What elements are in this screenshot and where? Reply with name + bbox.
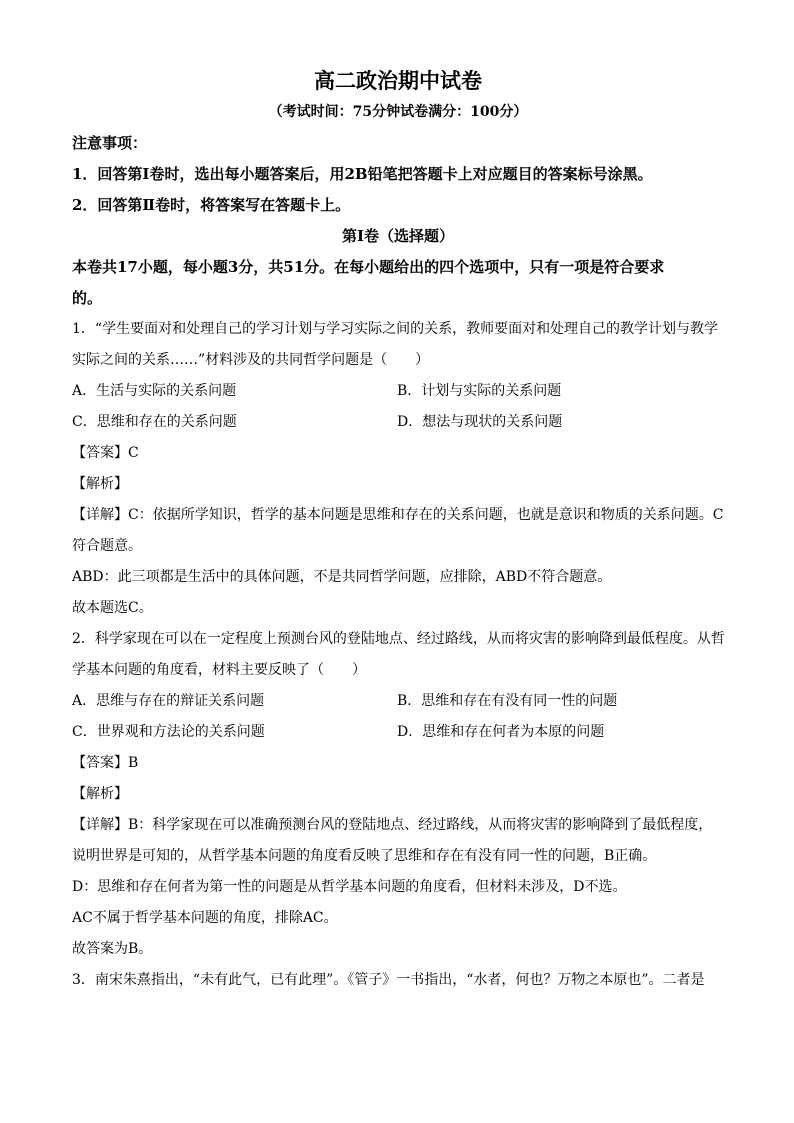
question-3	[72, 965, 724, 996]
option-a: A．思维与存在的辩证关系问题	[72, 693, 265, 709]
options-row	[72, 686, 724, 717]
analysis-label: 【解析】	[72, 786, 128, 802]
options-row	[72, 376, 724, 407]
option-b: B．计划与实际的关系问题	[397, 383, 562, 399]
question-stem-line: 1．“学生要面对和处理自己的学习计划与学习实际之间的关系，教师要面对和处理自己的教学计划与教学	[72, 321, 719, 337]
options-row	[72, 717, 724, 748]
option-c: C．世界观和方法论的关系问题	[72, 724, 265, 740]
exam-page	[72, 66, 724, 996]
question-stem-line: 3．南宋朱熹指出，“未有此气，已有此理”。《管子》一书指出，“水者，何也？万物之本原也”。二者是	[72, 972, 705, 988]
detail-line: AC不属于哲学基本问题的角度，排除AC。	[72, 910, 338, 926]
notes-item-2: 2．回答第Ⅱ卷时，将答案写在答题卡上。	[72, 196, 351, 214]
question-stem-line: 2．科学家现在可以在一定程度上预测台风的登陆地点、经过路线，从而将灾害的影响降到最低程度。从哲	[72, 631, 725, 647]
notes-item-1: 1．回答第Ⅰ卷时，选出每小题答案后，用2B铅笔把答题卡上对应题目的答案标号涂黑。	[72, 165, 653, 183]
option-c: C．思维和存在的关系问题	[72, 414, 237, 430]
exam-subtitle: （考试时间：75分钟试卷满分：100分）	[268, 104, 528, 120]
section-title: 第Ⅰ卷（选择题）	[341, 227, 455, 245]
answer-label: 【答案】B	[72, 755, 139, 771]
analysis-label: 【解析】	[72, 476, 128, 492]
section-intro-line1: 本卷共17小题，每小题3分，共51分。在每小题给出的四个选项中，只有一项是符合要求	[72, 258, 665, 276]
detail-line: D：思维和存在何者为第一性的问题是从哲学基本问题的角度看，但材料未涉及，D不选。	[72, 879, 627, 895]
detail-line: ABD：此三项都是生活中的具体问题，不是共同哲学问题，应排除，ABD不符合题意。	[72, 569, 612, 585]
section-intro-line2: 的。	[72, 289, 103, 307]
question-1	[72, 314, 724, 624]
question-stem-line: 实际之间的关系……”材料涉及的共同哲学问题是（ ）	[72, 352, 430, 368]
answer-label: 【答案】C	[72, 445, 139, 461]
exam-title: 高二政治期中试卷	[314, 68, 482, 93]
option-d: D．思维和存在何者为本原的问题	[397, 724, 605, 740]
detail-line: 符合题意。	[72, 538, 142, 554]
detail-line: 故答案为B。	[72, 941, 153, 957]
detail-line: 【详解】C：依据所学知识，哲学的基本问题是思维和存在的关系问题，也就是意识和物质的关系问题。C	[72, 507, 724, 523]
detail-line: 故本题选C。	[72, 600, 153, 616]
option-b: B．思维和存在有没有同一性的问题	[397, 693, 618, 709]
question-2	[72, 624, 724, 965]
option-d: D．想法与现状的关系问题	[397, 414, 563, 430]
notes-heading: 注意事项：	[72, 134, 148, 152]
options-row	[72, 407, 724, 438]
detail-line: 【详解】B：科学家现在可以准确预测台风的登陆地点、经过路线，从而将灾害的影响降到了最低程度，	[72, 817, 713, 833]
detail-line: 说明世界是可知的，从哲学基本问题的角度看反映了思维和存在有没有同一性的问题，B正确。	[72, 848, 657, 864]
question-stem-line: 学基本问题的角度看，材料主要反映了（ ）	[72, 662, 366, 678]
option-a: A．生活与实际的关系问题	[72, 383, 237, 399]
